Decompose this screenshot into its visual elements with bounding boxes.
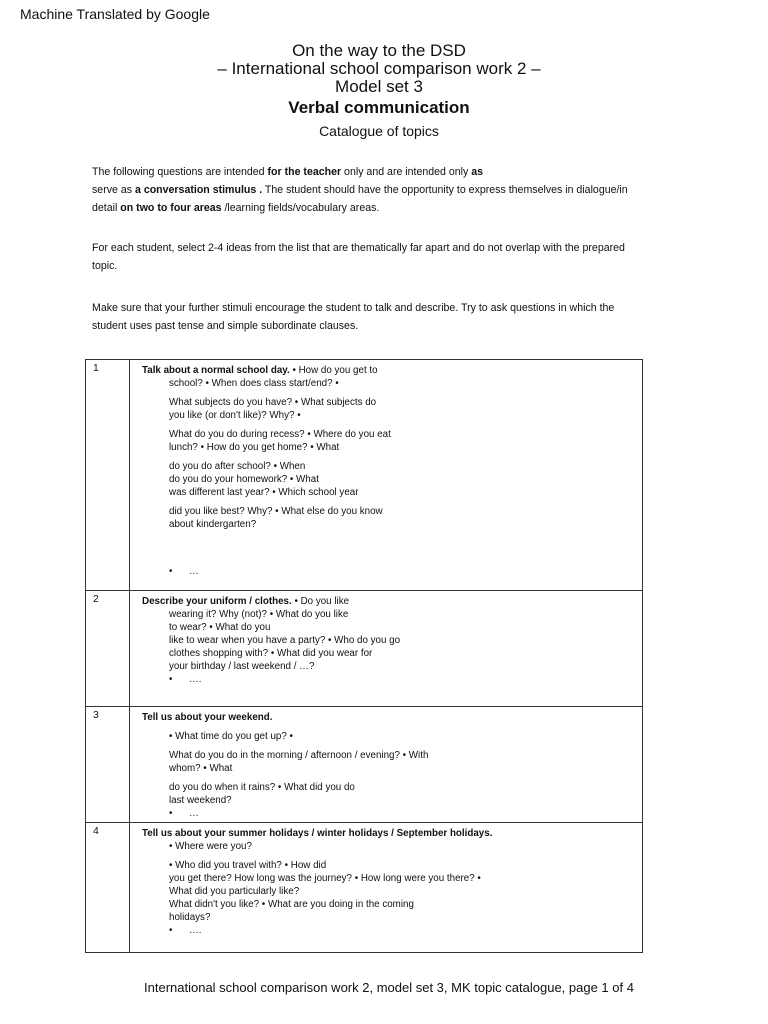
selection-line: For each student, select 2-4 ideas from the list that are thematically far apart and do not overlap with the prepared bbox=[92, 242, 625, 254]
title-heading: Verbal communication bbox=[288, 98, 470, 117]
topic-question-line: holidays? bbox=[169, 912, 211, 923]
topic-content bbox=[130, 591, 643, 707]
topic-number: 1 bbox=[86, 360, 130, 591]
blank-space bbox=[142, 531, 642, 565]
intro-text: The student should have the opportunity to express themselves in dialogue/in bbox=[262, 184, 628, 196]
topics-table bbox=[85, 359, 643, 953]
topic-question-line: school? • When does class start/end? • bbox=[169, 378, 339, 389]
topic-number: 3 bbox=[86, 707, 130, 823]
topic-question-line: last weekend? bbox=[169, 795, 232, 806]
intro-paragraph bbox=[92, 163, 682, 217]
topic-content bbox=[130, 823, 643, 953]
topic-question-line: What subjects do you have? • What subjects do bbox=[169, 397, 377, 408]
ellipsis-bullet bbox=[142, 565, 642, 578]
translation-banner: Machine Translated by Google bbox=[20, 6, 210, 22]
topic-question-line: you get there? How long was the journey? • How long were you there? • bbox=[169, 873, 481, 884]
topic-question: • How do you get to bbox=[289, 365, 378, 376]
topic-question-line: What do you do during recess? • Where do you eat bbox=[169, 429, 391, 440]
topic-question-line: your birthday / last weekend / …? bbox=[169, 661, 315, 672]
title-line-2: – International school comparison work 2 – bbox=[217, 59, 541, 78]
topic-content bbox=[130, 707, 643, 823]
page-footer: International school comparison work 2, model set 3, MK topic catalogue, page 1 of 4 bbox=[144, 980, 634, 995]
stimuli-paragraph bbox=[92, 299, 682, 335]
topic-question-line: • Where were you? bbox=[169, 841, 252, 852]
topic-question-line: you like (or don't like)? Why? • bbox=[169, 410, 301, 421]
stimuli-line: student uses past tense and simple subordinate clauses. bbox=[92, 320, 359, 332]
title-subheading: Catalogue of topics bbox=[319, 123, 439, 139]
bullet-text: … bbox=[189, 808, 199, 819]
intro-emphasis: as bbox=[471, 166, 484, 178]
topic-number: 2 bbox=[86, 591, 130, 707]
topic-row bbox=[86, 823, 643, 953]
intro-emphasis: for the teacher bbox=[267, 166, 342, 178]
bullet-text: …. bbox=[189, 925, 202, 936]
topic-question-line: like to wear when you have a party? • Who do you go bbox=[169, 635, 401, 646]
bullet-icon: • bbox=[169, 925, 173, 936]
selection-paragraph bbox=[92, 239, 682, 275]
topic-question-line: was different last year? • Which school year bbox=[169, 487, 359, 498]
topic-heading-line bbox=[142, 711, 642, 724]
topic-question-line: clothes shopping with? • What did you wear for bbox=[169, 648, 373, 659]
topic-question-line: wearing it? Why (not)? • What do you like bbox=[169, 609, 349, 620]
topic-question-line: • Who did you travel with? • How did bbox=[169, 860, 327, 871]
ellipsis-bullet bbox=[142, 673, 642, 686]
intro-text: only and are intended only bbox=[341, 166, 472, 178]
topic-heading: Tell us about your weekend. bbox=[142, 712, 273, 723]
bullet-text: … bbox=[189, 566, 199, 577]
topic-content bbox=[130, 360, 643, 591]
topic-question-line: do you do when it rains? • What did you do bbox=[169, 782, 355, 793]
topic-question: • Do you like bbox=[291, 596, 350, 607]
bullet-text: …. bbox=[189, 674, 202, 685]
topic-row bbox=[86, 591, 643, 707]
topic-question-line: do you do after school? • When bbox=[169, 461, 306, 472]
intro-text: detail bbox=[92, 202, 121, 214]
stimuli-line: Make sure that your further stimuli encourage the student to talk and describe. Try to ask questions in which the bbox=[92, 302, 615, 314]
selection-line: topic. bbox=[92, 260, 118, 272]
topic-question-line: whom? • What bbox=[169, 763, 233, 774]
intro-emphasis: on two to four areas bbox=[120, 202, 222, 214]
topic-heading: Tell us about your summer holidays / winter holidays / September holidays. bbox=[142, 828, 493, 839]
bullet-icon: • bbox=[169, 808, 173, 819]
intro-text: serve as bbox=[92, 184, 135, 196]
intro-text: /learning fields/vocabulary areas. bbox=[221, 202, 380, 214]
topic-question-line: do you do your homework? • What bbox=[169, 474, 319, 485]
topic-question-line: • What time do you get up? • bbox=[169, 731, 293, 742]
topic-question-line: to wear? • What do you bbox=[169, 622, 271, 633]
topic-question-line: What do you do in the morning / afternoon / evening? • With bbox=[169, 750, 429, 761]
ellipsis-bullet bbox=[142, 924, 642, 937]
intro-emphasis: a conversation stimulus . bbox=[134, 184, 263, 196]
title-line-3: Model set 3 bbox=[335, 77, 423, 96]
topic-question-line: What didn't you like? • What are you doing in the coming bbox=[169, 899, 414, 910]
ellipsis-bullet bbox=[142, 807, 642, 820]
topic-question-line: did you like best? Why? • What else do you know bbox=[169, 506, 383, 517]
topic-question-line: about kindergarten? bbox=[169, 519, 257, 530]
topic-question-line: lunch? • How do you get home? • What bbox=[169, 442, 340, 453]
topic-heading-line bbox=[142, 364, 642, 377]
topic-row bbox=[86, 360, 643, 591]
title-block bbox=[0, 42, 758, 140]
topic-number: 4 bbox=[86, 823, 130, 953]
topic-heading: Describe your uniform / clothes. bbox=[142, 596, 292, 607]
topic-heading-line bbox=[142, 827, 642, 840]
intro-text: The following questions are intended bbox=[92, 166, 268, 178]
bullet-icon: • bbox=[169, 674, 173, 685]
bullet-icon: • bbox=[169, 566, 173, 577]
topic-heading-line bbox=[142, 595, 642, 608]
topic-heading: Talk about a normal school day. bbox=[142, 365, 290, 376]
topic-question-line: What did you particularly like? bbox=[169, 886, 300, 897]
title-line-1: On the way to the DSD bbox=[292, 41, 466, 60]
topic-row bbox=[86, 707, 643, 823]
